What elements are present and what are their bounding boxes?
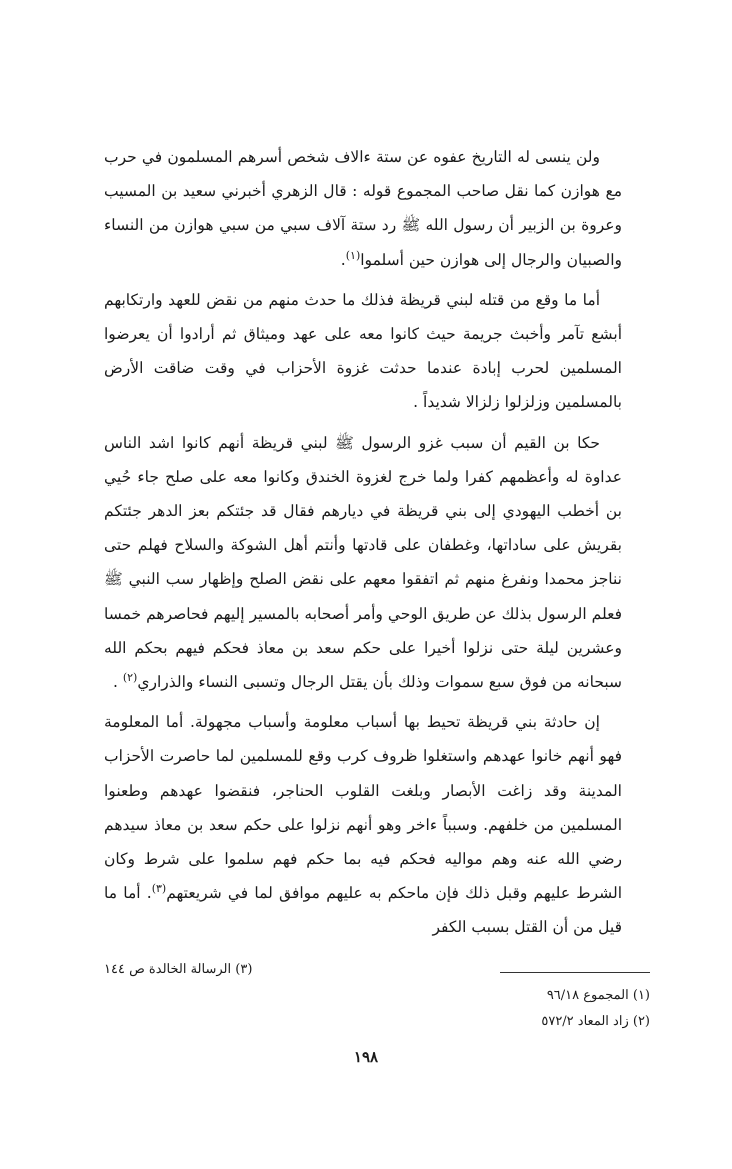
paragraph-4 [104,705,622,944]
paragraph-ending: . [340,250,346,269]
paragraph-ending: . أما ما قيل من أن القتل بسبب الكفر [104,884,622,937]
paragraph-ending: . [112,673,123,692]
footnote-marker: (٣) [151,882,167,896]
main-text [104,140,622,951]
paragraph-text: أما ما وقع من قتله لبني قريظة فذلك ما حدث منهم من نقض للعهد وارتكابهم أبشع تآمر وأخبث جريمة حيث كانوا معه على عهد وميثاق ثم أرادوا أن يعرضوا المسلمين لحرب إبادة عندما حدثت غزوة الأحزاب في وقت ضاقت الأرض بالمسلمين وزلزلوا زلزالا شديداً . [104,290,622,412]
footnote-1: (١) المجموع ٩٦/١٨ [546,988,650,1003]
footnote-3: (٣) الرسالة الخالدة ص ١٤٤ [104,962,253,977]
paragraph-3 [104,426,622,700]
paragraph-text: إن حادثة بني قريظة تحيط بها أسباب معلومة وأسباب مجهولة. أما المعلومة فهو أنهم خانوا عهدهم واستغلوا ظروف كرب وقع للمسلمين لما حاصرت الأحزاب المدينة وقد زاغت الأبصار وبلغت القلوب الحناجر، فنقضوا عهدهم وطعنوا المسلمين من خلفهم. وسبباً ءاخر وهو أنهم نزلوا على حكم سعد بن معاذ سيدهم رضي الله عنه وهم مواليه فحكم فيه بما حكم فهم سلموا على شرط وكان الشرط عليهم وقبل ذلك فإن ماحكم به عليهم موافق لما في شريعتهم [104,713,623,903]
footnote-separator [500,972,650,973]
paragraph-2 [104,283,622,420]
page-number: ١٩٨ [353,1048,379,1066]
paragraph-1 [104,140,622,277]
paragraph-text: حكا بن القيم أن سبب غزو الرسول ﷺ لبني قريظة أنهم كانوا اشد الناس عداوة له وأعظمهم كفرا ولما خرج لغزوة الخندق وكانوا معه على صلح جاء حُيي بن أخطب اليهودي إلى بني قريظة في ديارهم فقال قد جئتكم بعز الدهر جئتكم بقريش على ساداتها، وغطفان على قادتها وأنتم أهل الشوكة والسلاح فهلم حتى نناجز محمدا ونفرغ منهم ثم اتفقوا معهم على نقض الصلح وإظهار سب النبي ﷺ فعلم الرسول بذلك عن طريق الوحي وأمر أصحابه بالمسير إليهم فحاصرهم خمسا وعشرين ليلة حتى نزلوا أخيرا على حكم سعد بن معاذ فحكم فيهم بحكم الله سبحانه من فوق سبع سموات وذلك بأن يقتل الرجال وتسبى النساء والذراري [104,433,622,692]
footnote-marker: (١) [345,248,361,262]
footnote-2: (٢) زاد المعاد ٥٧٢/٢ [541,1014,650,1029]
footnote-marker: (٢) [122,670,138,684]
paragraph-text: ولن ينسى له التاريخ عفوه عن ستة ءالاف شخص أسرهم المسلمون في حرب مع هوازن كما نقل صاحب المجموع قوله : قال الزهري أخبرني سعيد بن المسيب وعروة بن الزبير أن رسول الله ﷺ رد ستة آلاف سبي من سبي هوازن من النساء والصبيان والرجال إلى هوازن حين أسلموا [104,148,622,269]
